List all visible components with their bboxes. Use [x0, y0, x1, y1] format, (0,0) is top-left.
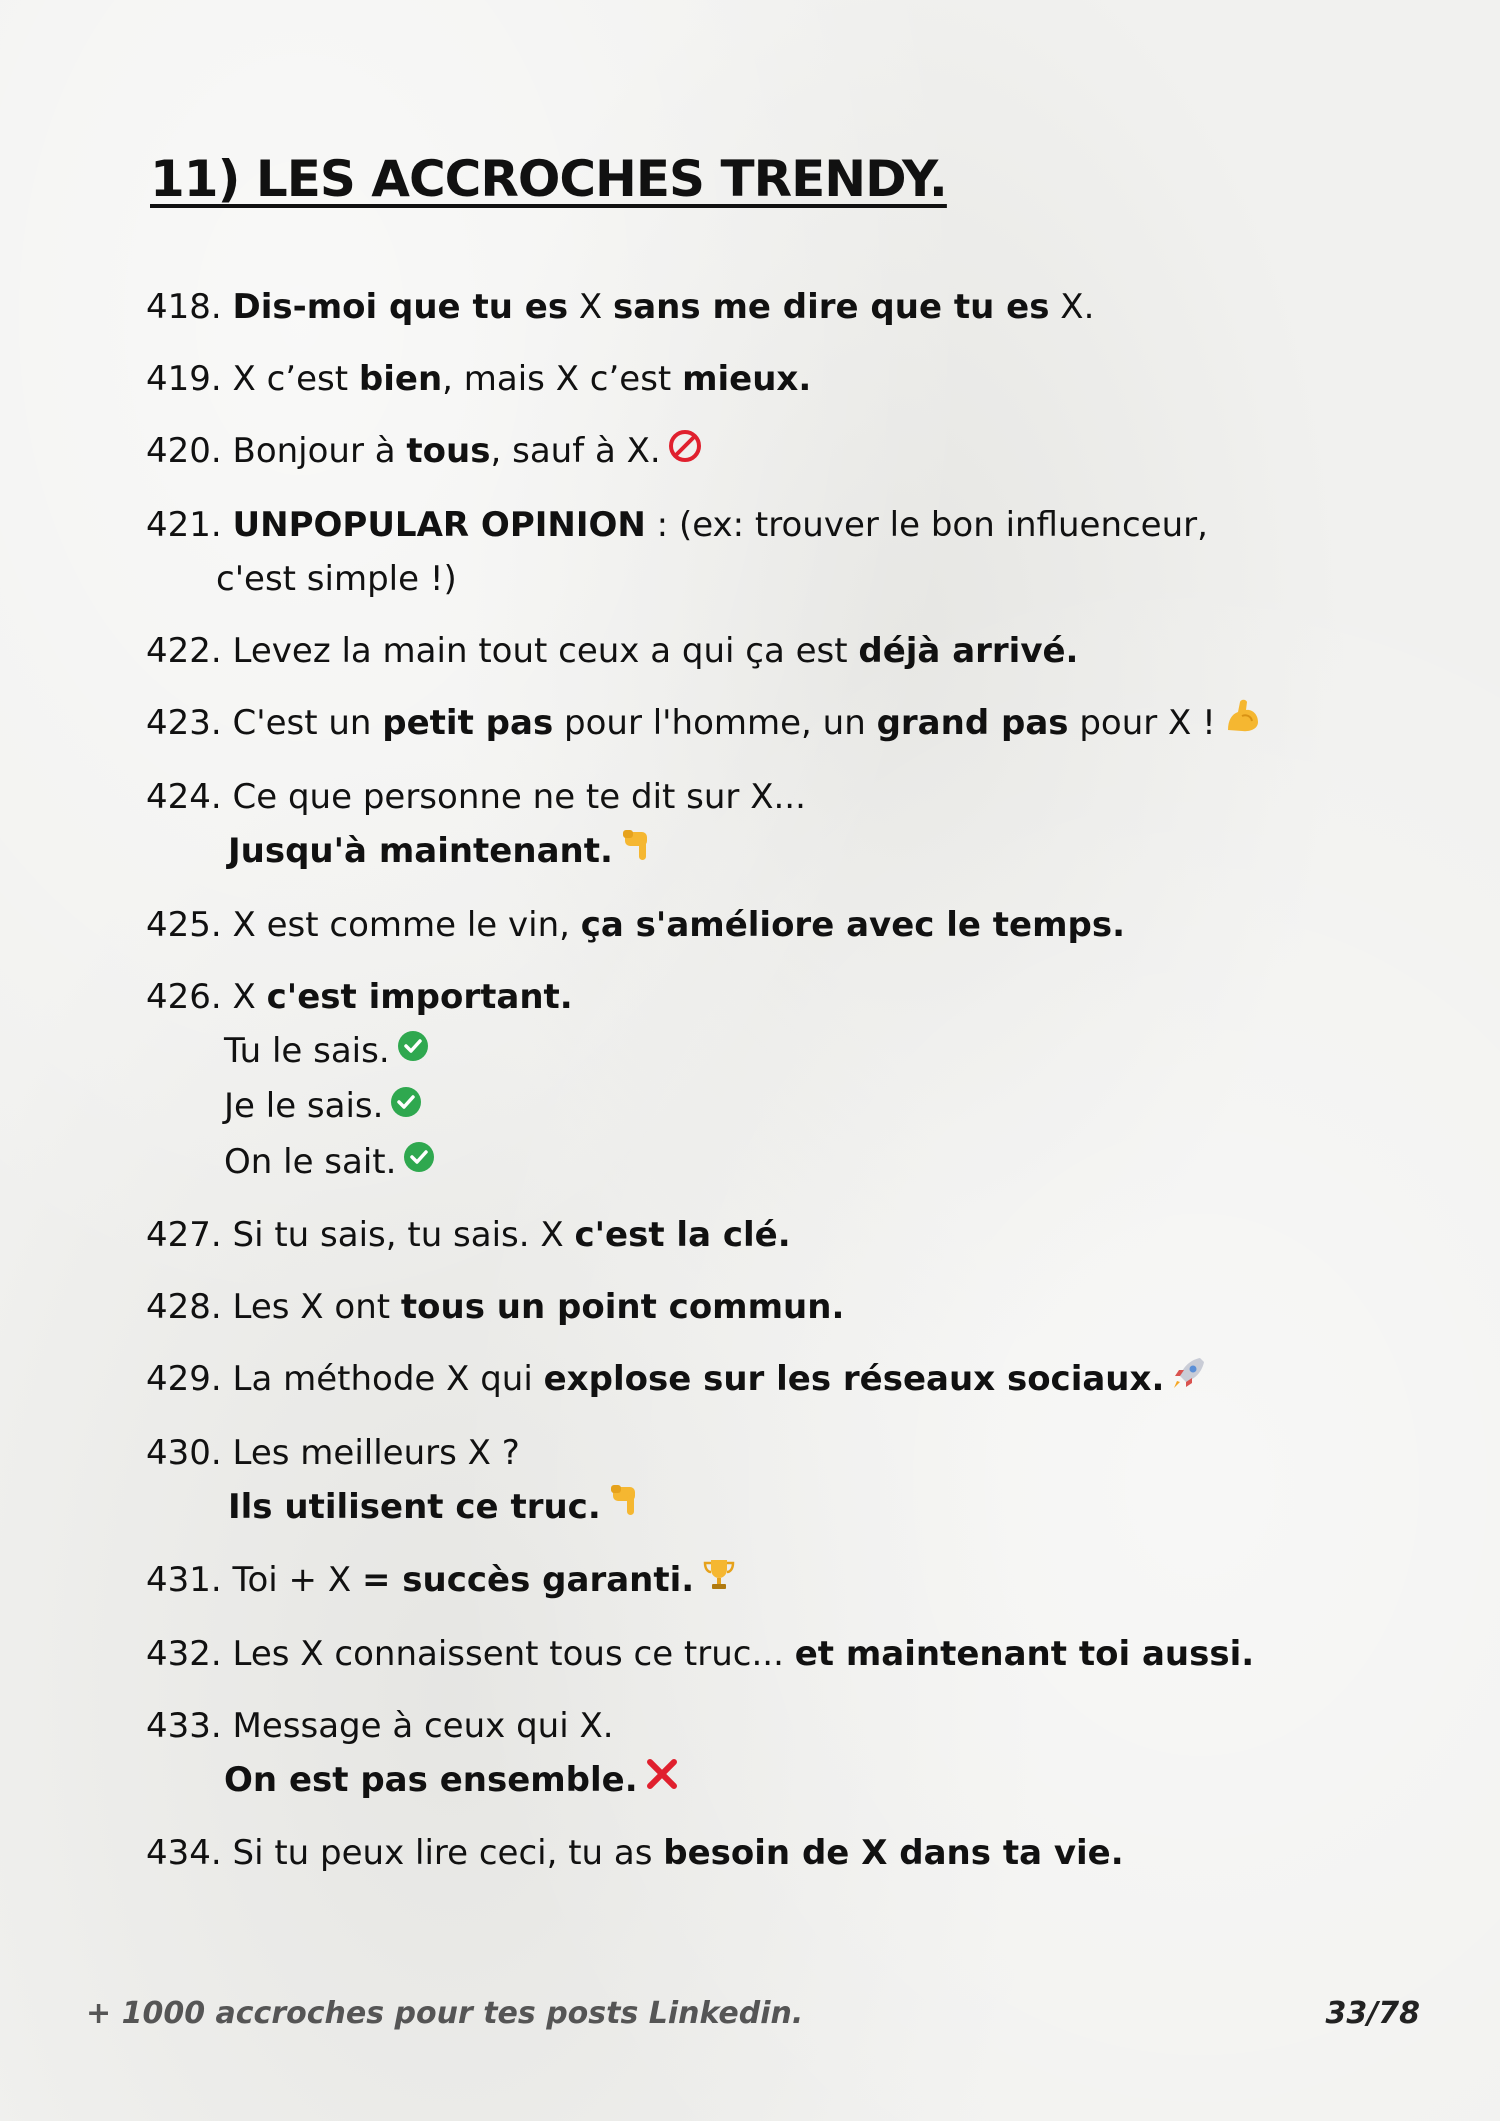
item-number: 427. [146, 1215, 222, 1255]
bold-text: tous un point commun. [400, 1287, 845, 1327]
item-number: 421. [146, 504, 222, 545]
item-number: 429. [146, 1359, 222, 1399]
text: Ce que personne ne te dit sur X... [221, 777, 806, 817]
text: : (ex: trouver le bon influenceur, [645, 504, 1208, 545]
bold-text: Ils utilisent ce truc. [228, 1486, 601, 1527]
item-number: 428. [146, 1287, 222, 1327]
item-number: 418. [146, 287, 222, 327]
list-item-430 [146, 1426, 1396, 1536]
trophy-icon [700, 1555, 738, 1609]
bold-text: Dis-moi que tu es [232, 287, 569, 327]
text: Les X connaissent tous ce truc... [221, 1633, 795, 1674]
bold-text: bien [358, 359, 443, 399]
bold-text: grand pas [876, 702, 1069, 743]
bold-text: explose sur les réseaux sociaux. [543, 1359, 1165, 1399]
list-item-418 [146, 280, 1396, 334]
pointing-down-icon [607, 1481, 645, 1535]
text: Je le sais. [224, 1086, 384, 1126]
list-item-423 [146, 696, 1396, 753]
list-item-419 [146, 352, 1396, 406]
pointing-down-icon [619, 826, 657, 880]
list-item-432 [146, 1627, 1396, 1681]
rocket-icon [1170, 1354, 1208, 1408]
list-item-425 [146, 898, 1396, 952]
list-item-431 [146, 1553, 1396, 1609]
flexed-biceps-icon [1222, 696, 1262, 752]
text: Tu le sais. [224, 1030, 390, 1071]
text: X [568, 287, 613, 327]
item-number: 434. [146, 1833, 222, 1873]
item-number: 433. [146, 1705, 222, 1746]
list-item-428 [146, 1280, 1396, 1334]
text: Si tu sais, tu sais. X [221, 1215, 575, 1255]
footer-book-title: + 1000 accroches pour tes posts Linkedin. [86, 1996, 804, 2031]
list-item-422 [146, 624, 1396, 678]
item-number: 431. [146, 1560, 222, 1600]
text: X. [1049, 287, 1095, 327]
check-badge-icon [389, 1081, 423, 1135]
bold-text: petit pas [382, 702, 554, 743]
text: pour X ! [1068, 702, 1216, 743]
text: X [221, 976, 267, 1017]
item-number: 423. [146, 702, 222, 743]
page-number: 33/78 [1325, 1996, 1420, 2031]
list-item-427 [146, 1208, 1396, 1262]
bold-text: tous [406, 431, 491, 471]
item-number: 420. [146, 431, 222, 471]
bold-text: mieux. [682, 359, 812, 399]
text: Levez la main tout ceux a qui ça est [221, 630, 859, 671]
text: , mais X c’est [442, 359, 683, 399]
text: Si tu peux lire ceci, tu as [221, 1833, 664, 1873]
list-item-426 [146, 970, 1396, 1191]
check-badge-icon [396, 1025, 430, 1079]
list-item-434 [146, 1826, 1396, 1880]
text: pour l'homme, un [553, 702, 877, 743]
list-item-433 [146, 1699, 1396, 1809]
bold-text: déjà arrivé. [858, 630, 1079, 671]
bold-text: c'est la clé. [574, 1215, 791, 1255]
item-number: 419. [146, 359, 222, 399]
item-number: 425. [146, 904, 222, 945]
hooks-list [146, 280, 1396, 1898]
item-number: 432. [146, 1633, 222, 1674]
bold-text: sans me dire que tu es [612, 287, 1050, 327]
item-number: 422. [146, 630, 222, 671]
text: X est comme le vin, [221, 904, 581, 945]
list-item-429 [146, 1352, 1396, 1408]
list-item-424 [146, 770, 1396, 880]
text: La méthode X qui [221, 1359, 544, 1399]
text: Les X ont [221, 1287, 401, 1327]
list-item-420 [146, 424, 1396, 480]
text: X c’est [221, 359, 359, 399]
check-badge-icon [402, 1136, 436, 1190]
bold-text: Jusqu'à maintenant. [228, 831, 613, 871]
bold-text: besoin de X dans ta vie. [663, 1833, 1124, 1873]
text-continuation: c'est simple !) [216, 558, 457, 599]
bold-text: On est pas ensemble. [224, 1759, 638, 1800]
bold-text: = succès garanti. [361, 1560, 695, 1600]
text: On le sait. [224, 1141, 397, 1182]
text: Message à ceux qui X. [221, 1705, 614, 1746]
item-number: 426. [146, 976, 222, 1017]
text: C'est un [221, 702, 383, 743]
text: Bonjour à [221, 431, 407, 471]
list-item-421 [146, 498, 1396, 606]
item-number: 430. [146, 1432, 222, 1473]
text: Les meilleurs X ? [221, 1432, 520, 1473]
bold-text: c'est important. [266, 976, 573, 1017]
cross-mark-icon [644, 1754, 680, 1808]
no-entry-icon [667, 426, 703, 480]
bold-text: ça s'améliore avec le temps. [580, 904, 1126, 945]
page-title: 11) LES ACCROCHES TRENDY. [150, 150, 947, 208]
item-number: 424. [146, 777, 222, 817]
text: Toi + X [221, 1560, 362, 1600]
text: , sauf à X. [490, 431, 661, 471]
bold-text: et maintenant toi aussi. [794, 1633, 1255, 1674]
bold-text: UNPOPULAR OPINION [232, 504, 646, 545]
